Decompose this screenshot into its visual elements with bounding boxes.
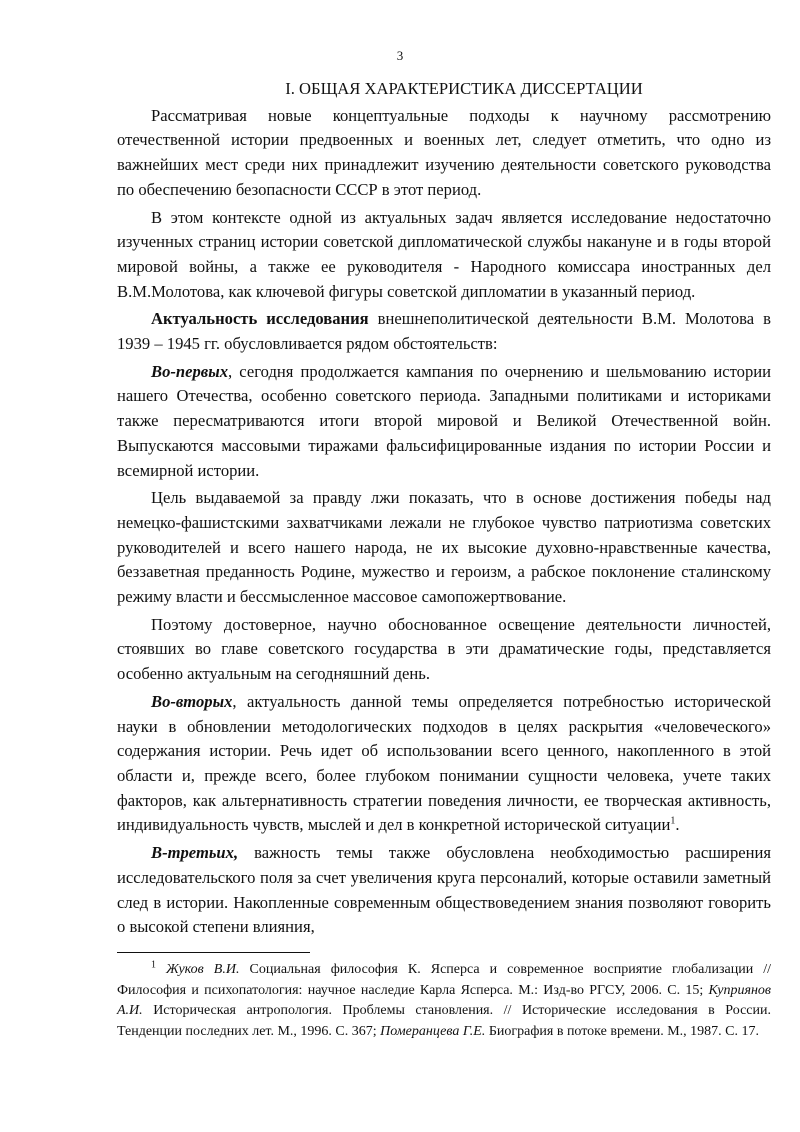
paragraph-context: В этом контексте одной из актуальных задач является исследование недостаточно изученных страниц истории советской дипломатической службы накануне и в годы второй мировой войны, а также ее руководителя - Народного комиссара иностранных дел В.М.Молотова, как ключевой фигуры советской дипломатии в указанный период.	[117, 207, 771, 301]
page-number: 3	[396, 48, 404, 63]
footnote-text-1: Социальная философия К. Ясперса и современное восприятие глобализации // Философия и психопатология: научное наследие Карла Ясперса. М.: Изд-во РГСУ, 2006. С. 15;	[117, 962, 772, 998]
paragraph-secondly	[117, 690, 771, 838]
main-text	[117, 77, 771, 943]
footnote-text	[117, 960, 771, 1042]
footnote-divider	[117, 952, 310, 953]
relevance-lead: Актуальность исследования	[151, 309, 369, 329]
secondly-text: , актуальность данной темы определяется потребностью исторической науки в обновлении методологических подходов в целях раскрытия «человеческого» содержания истории. Речь идет об использовании всего ценного, накопленного в этой области и, прежде всего, более глубоком понимании сущности человека, учете таких факторов, как альтернативность стратегии поведения личности, ее творческая активность, индивидуальность чувств, мыслей и дел в конкретной исторической ситуации	[117, 691, 771, 835]
footnote-author-1: Жуков В.И.	[166, 962, 240, 977]
firstly-lead: Во-первых	[151, 361, 229, 381]
relevance-text: внешнеполитической деятельности В.М. Молотова в 1939 – 1945 гг. обусловливается рядом обстоятельств:	[117, 309, 771, 354]
paragraph-therefore: Поэтому достоверное, научно обоснованное освещение деятельности личностей, стоявших во главе советского государства в эти драматические годы, представляется особенно актуальным на сегодняшний день.	[117, 614, 771, 684]
footnote-ref: 1	[670, 815, 676, 827]
footnote-text-2: Историческая антропология. Проблемы становления. // Исторические исследования в России. Тенденции последних лет. М., 1996. С. 367;	[117, 1003, 771, 1039]
paragraph-firstly	[117, 360, 771, 484]
firstly-text: , сегодня продолжается кампания по очернению и шельмованию истории нашего Отечества, особенно советского периода. Западными политиками и историками также пересматриваются итоги второй мировой и Великой Отечественной войн. Выпускаются массовыми тиражами фальсифицированные издания по истории России и всемирной истории.	[117, 361, 771, 480]
paragraph-thirdly	[117, 841, 771, 940]
secondly-lead: Во-вторых	[151, 691, 233, 711]
thirdly-text: важность темы также обусловлена необходимостью расширения исследовательского поля за счет увеличения круга персоналий, которые оставили заметный след в истории. Накопленные современным обществоведением знания позволяют говорить о высокой степени влияния,	[117, 843, 771, 937]
paragraph-relevance	[117, 307, 771, 356]
secondly-end: .	[675, 815, 680, 835]
paragraph-goal: Цель выдаваемой за правду лжи показать, что в основе достижения победы над немецко-фашистскими захватчиками лежали не глубокое чувство патриотизма советских руководителей и всего нашего народа, не их высокие духовно-нравственные качества, беззаветная преданность Родине, мужество и героизм, а рабское поклонение сталинскому режиму власти и бессмысленное массовое самопожертвование.	[117, 488, 771, 607]
footnote	[117, 960, 771, 1042]
footnote-text-3: Биография в потоке времени. М., 1987. С. 17.	[485, 1023, 760, 1039]
footnote-author-2: Куприянов А.И.	[117, 982, 771, 1019]
footnote-marker: 1	[151, 959, 156, 971]
paragraph-intro: Рассматривая новые концептуальные подходы к научному рассмотрению отечественной истории предвоенных и военных лет, следует отметить, что одно из важнейших мест среди них принадлежит изучению деятельности советского руководства по обеспечению безопасности СССР в этот период.	[117, 105, 771, 199]
section-heading: I. ОБЩАЯ ХАРАКТЕРИСТИКА ДИССЕРТАЦИИ	[285, 79, 643, 98]
thirdly-lead: В-третьих,	[151, 843, 239, 863]
footnote-author-3: Померанцева Г.Е.	[380, 1023, 486, 1039]
